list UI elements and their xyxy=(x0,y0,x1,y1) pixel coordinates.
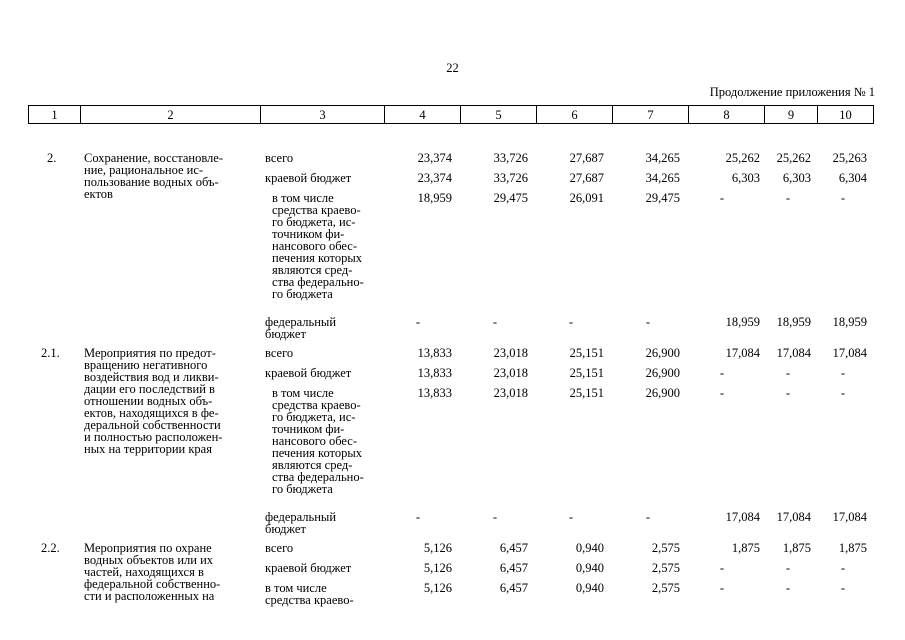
value-cell: 29,475 xyxy=(645,191,680,205)
header-col-7: 7 xyxy=(613,106,689,124)
value-cell: 33,726 xyxy=(493,151,528,165)
value-cell: 17,084 xyxy=(776,346,811,360)
value-cell: - xyxy=(415,315,421,329)
value-cell: - xyxy=(840,366,846,380)
source-label: всего xyxy=(265,151,294,165)
value-cell: 25,262 xyxy=(725,151,760,165)
value-cell: 26,900 xyxy=(645,346,680,360)
value-cell: 18,959 xyxy=(776,315,811,329)
column-number-header xyxy=(28,105,874,124)
value-cell: 2,575 xyxy=(651,581,680,595)
value-cell: 33,726 xyxy=(493,171,528,185)
value-cell: 6,303 xyxy=(731,171,760,185)
source-label: в том числе средства краево- го бюджета, ис- точником фи- нансового обес- печения которых являются сред- ства федерально- го бюджета xyxy=(272,191,364,301)
value-cell: - xyxy=(785,386,791,400)
row-name: Мероприятия по предот- вращению негативного воздействия вод и ликви- дации его последствий в отношении водных объ- ектов, находящихся в фе- деральной собственности и полностью расположен- ных на территории края xyxy=(84,346,223,456)
value-cell: - xyxy=(492,315,498,329)
value-cell: - xyxy=(645,510,651,524)
row-name: Сохранение, восстановле- ние, рациональное ис- пользование водных объ- ектов xyxy=(84,151,224,201)
value-cell: 23,374 xyxy=(417,171,452,185)
header-col-6: 6 xyxy=(537,106,613,124)
value-cell: 1,875 xyxy=(731,541,760,555)
value-cell: 27,687 xyxy=(569,171,604,185)
value-cell: - xyxy=(785,581,791,595)
value-cell: 25,151 xyxy=(569,386,604,400)
value-cell: 18,959 xyxy=(417,191,452,205)
value-cell: 17,084 xyxy=(832,510,867,524)
value-cell: 13,833 xyxy=(417,386,452,400)
source-label: всего xyxy=(265,346,294,360)
value-cell: 6,304 xyxy=(838,171,867,185)
value-cell: 25,263 xyxy=(832,151,867,165)
value-cell: - xyxy=(568,510,574,524)
value-cell: 0,940 xyxy=(575,541,604,555)
value-cell: 2,575 xyxy=(651,541,680,555)
value-cell: 25,262 xyxy=(776,151,811,165)
header-col-9: 9 xyxy=(765,106,818,124)
value-cell: - xyxy=(785,561,791,575)
value-cell: 17,084 xyxy=(725,510,760,524)
value-cell: 0,940 xyxy=(575,561,604,575)
value-cell: - xyxy=(719,366,725,380)
continuation-label: Продолжение приложения № 1 xyxy=(709,85,875,99)
value-cell: 23,018 xyxy=(493,386,528,400)
row-number: 2. xyxy=(47,151,57,165)
value-cell: - xyxy=(492,510,498,524)
value-cell: - xyxy=(840,191,846,205)
value-cell: 6,457 xyxy=(499,581,528,595)
header-col-4: 4 xyxy=(385,106,461,124)
value-cell: - xyxy=(415,510,421,524)
value-cell: 25,151 xyxy=(569,366,604,380)
value-cell: - xyxy=(645,315,651,329)
value-cell: - xyxy=(568,315,574,329)
value-cell: 0,940 xyxy=(575,581,604,595)
value-cell: 27,687 xyxy=(569,151,604,165)
source-label: краевой бюджет xyxy=(265,561,352,575)
source-label: краевой бюджет xyxy=(265,171,352,185)
value-cell: 23,018 xyxy=(493,346,528,360)
header-col-2: 2 xyxy=(81,106,261,124)
header-col-5: 5 xyxy=(461,106,537,124)
value-cell: - xyxy=(785,191,791,205)
value-cell: 13,833 xyxy=(417,366,452,380)
value-cell: 34,265 xyxy=(645,151,680,165)
source-label: всего xyxy=(265,541,294,555)
value-cell: 1,875 xyxy=(782,541,811,555)
value-cell: 29,475 xyxy=(493,191,528,205)
value-cell: 6,457 xyxy=(499,541,528,555)
value-cell: 17,084 xyxy=(725,346,760,360)
value-cell: - xyxy=(840,561,846,575)
source-label: федеральный бюджет xyxy=(265,315,337,341)
value-cell: - xyxy=(719,386,725,400)
header-col-3: 3 xyxy=(261,106,385,124)
value-cell: - xyxy=(785,366,791,380)
value-cell: - xyxy=(719,581,725,595)
value-cell: 5,126 xyxy=(423,561,452,575)
row-number: 2.2. xyxy=(41,541,60,555)
value-cell: 18,959 xyxy=(832,315,867,329)
value-cell: 25,151 xyxy=(569,346,604,360)
value-cell: 26,091 xyxy=(569,191,604,205)
value-cell: 23,374 xyxy=(417,151,452,165)
value-cell: - xyxy=(840,386,846,400)
source-label: в том числе средства краево- го бюджета, ис- точником фи- нансового обес- печения которых являются сред- ства федерально- го бюджета xyxy=(272,386,364,496)
value-cell: - xyxy=(840,581,846,595)
value-cell: 34,265 xyxy=(645,171,680,185)
value-cell: 23,018 xyxy=(493,366,528,380)
value-cell: 17,084 xyxy=(776,510,811,524)
value-cell: 13,833 xyxy=(417,346,452,360)
value-cell: 26,900 xyxy=(645,366,680,380)
source-label: федеральный бюджет xyxy=(265,510,337,536)
row-number: 2.1. xyxy=(41,346,60,360)
source-label: краевой бюджет xyxy=(265,366,352,380)
value-cell: 18,959 xyxy=(725,315,760,329)
value-cell: 5,126 xyxy=(423,581,452,595)
header-col-1: 1 xyxy=(29,106,81,124)
header-col-8: 8 xyxy=(689,106,765,124)
header-col-10: 10 xyxy=(818,106,874,124)
value-cell: 26,900 xyxy=(645,386,680,400)
value-cell: - xyxy=(719,191,725,205)
source-label: в том числе средства краево- xyxy=(265,581,354,607)
value-cell: 6,457 xyxy=(499,561,528,575)
value-cell: 6,303 xyxy=(782,171,811,185)
value-cell: 17,084 xyxy=(832,346,867,360)
row-name: Мероприятия по охране водных объектов или их частей, находящихся в федеральной собственно- сти и расположенных на xyxy=(84,541,221,603)
value-cell: 5,126 xyxy=(423,541,452,555)
value-cell: - xyxy=(719,561,725,575)
value-cell: 2,575 xyxy=(651,561,680,575)
value-cell: 1,875 xyxy=(838,541,867,555)
page-number: 22 xyxy=(446,61,459,75)
